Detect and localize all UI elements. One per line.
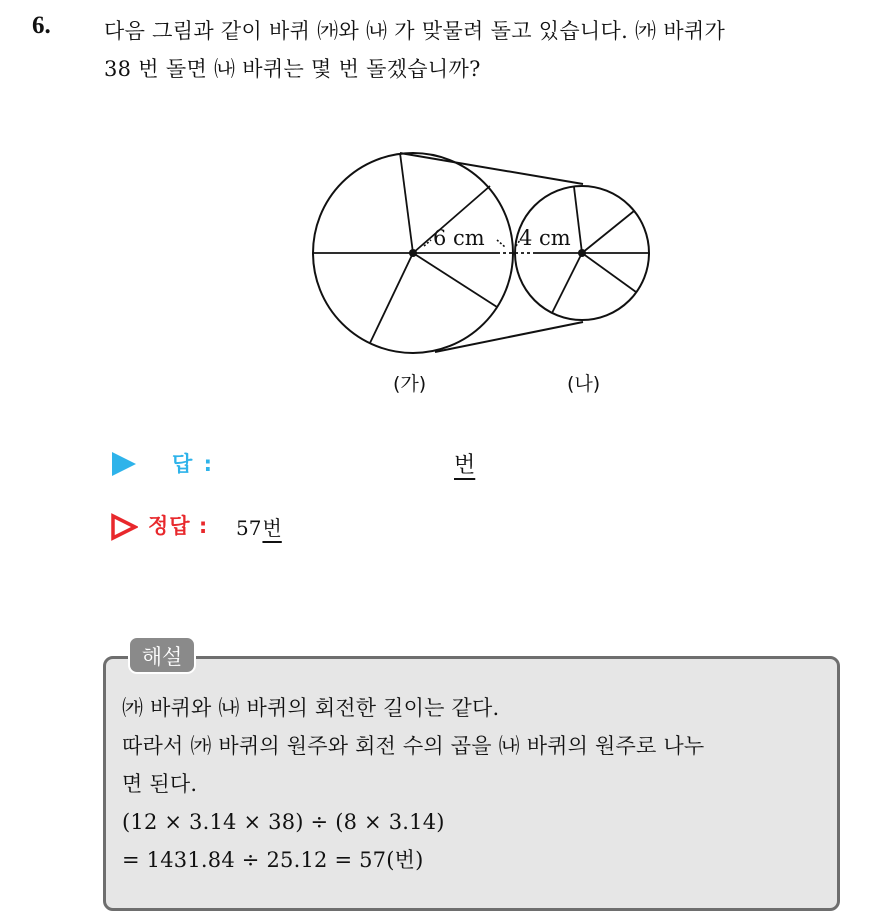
play-icon: [112, 452, 136, 476]
solution-text: [122, 689, 838, 879]
wheel-na-center: [578, 249, 586, 257]
question-number: 6.: [32, 12, 51, 39]
belt-bottom-line: [435, 322, 583, 352]
answer-key-row: [108, 509, 708, 545]
answer-key-value: 57: [236, 516, 262, 540]
play-outline-icon: [110, 513, 138, 541]
radius-label-ga: 6 cm: [433, 226, 485, 250]
answer-label: 답 :: [172, 452, 214, 476]
wheel-ga-spoke: [370, 253, 413, 343]
answer-key-label: 정답 :: [148, 514, 209, 538]
wheel-ga-spoke: [413, 253, 497, 307]
solution-line-5: = 1431.84 ÷ 25.12 = 57(번): [122, 848, 424, 872]
wheel-ga-center: [409, 249, 417, 257]
answer-key-unit: 번: [262, 516, 282, 540]
wheel-na-spoke: [574, 187, 582, 253]
caption-ga: (가): [393, 373, 427, 395]
solution-line-3: 면 된다.: [122, 772, 198, 796]
radius-label-na: 4 cm: [519, 226, 571, 250]
answer-input[interactable]: 번: [454, 453, 476, 478]
solution-line-1: ㈎ 바퀴와 ㈏ 바퀴의 회전한 길이는 같다.: [122, 696, 500, 720]
solution-tab: 해설: [128, 636, 196, 674]
wheel-na-spoke: [582, 211, 634, 253]
dim-tick-ga: [497, 240, 505, 247]
solution-line-2: 따라서 ㈎ 바퀴의 원주와 회전 수의 곱을 ㈏ 바퀴의 원주로 나누: [122, 734, 705, 758]
answer-row: [108, 448, 708, 484]
solution-line-4: (12 × 3.14 × 38) ÷ (8 × 3.14): [122, 810, 445, 834]
question-line-2: 38 번 돌면 ㈏ 바퀴는 몇 번 돌겠습니까?: [104, 57, 481, 81]
question-line-1: 다음 그림과 같이 바퀴 ㈎와 ㈏ 가 맞물려 돌고 있습니다. ㈎ 바퀴가: [104, 19, 726, 43]
caption-na: (나): [567, 373, 601, 395]
wheel-na-spoke: [582, 253, 636, 292]
wheel-ga-spoke: [400, 153, 413, 253]
wheel-na-spoke: [552, 253, 582, 313]
belt-top-line: [400, 153, 583, 184]
answer-key-value-wrap: [236, 512, 282, 541]
